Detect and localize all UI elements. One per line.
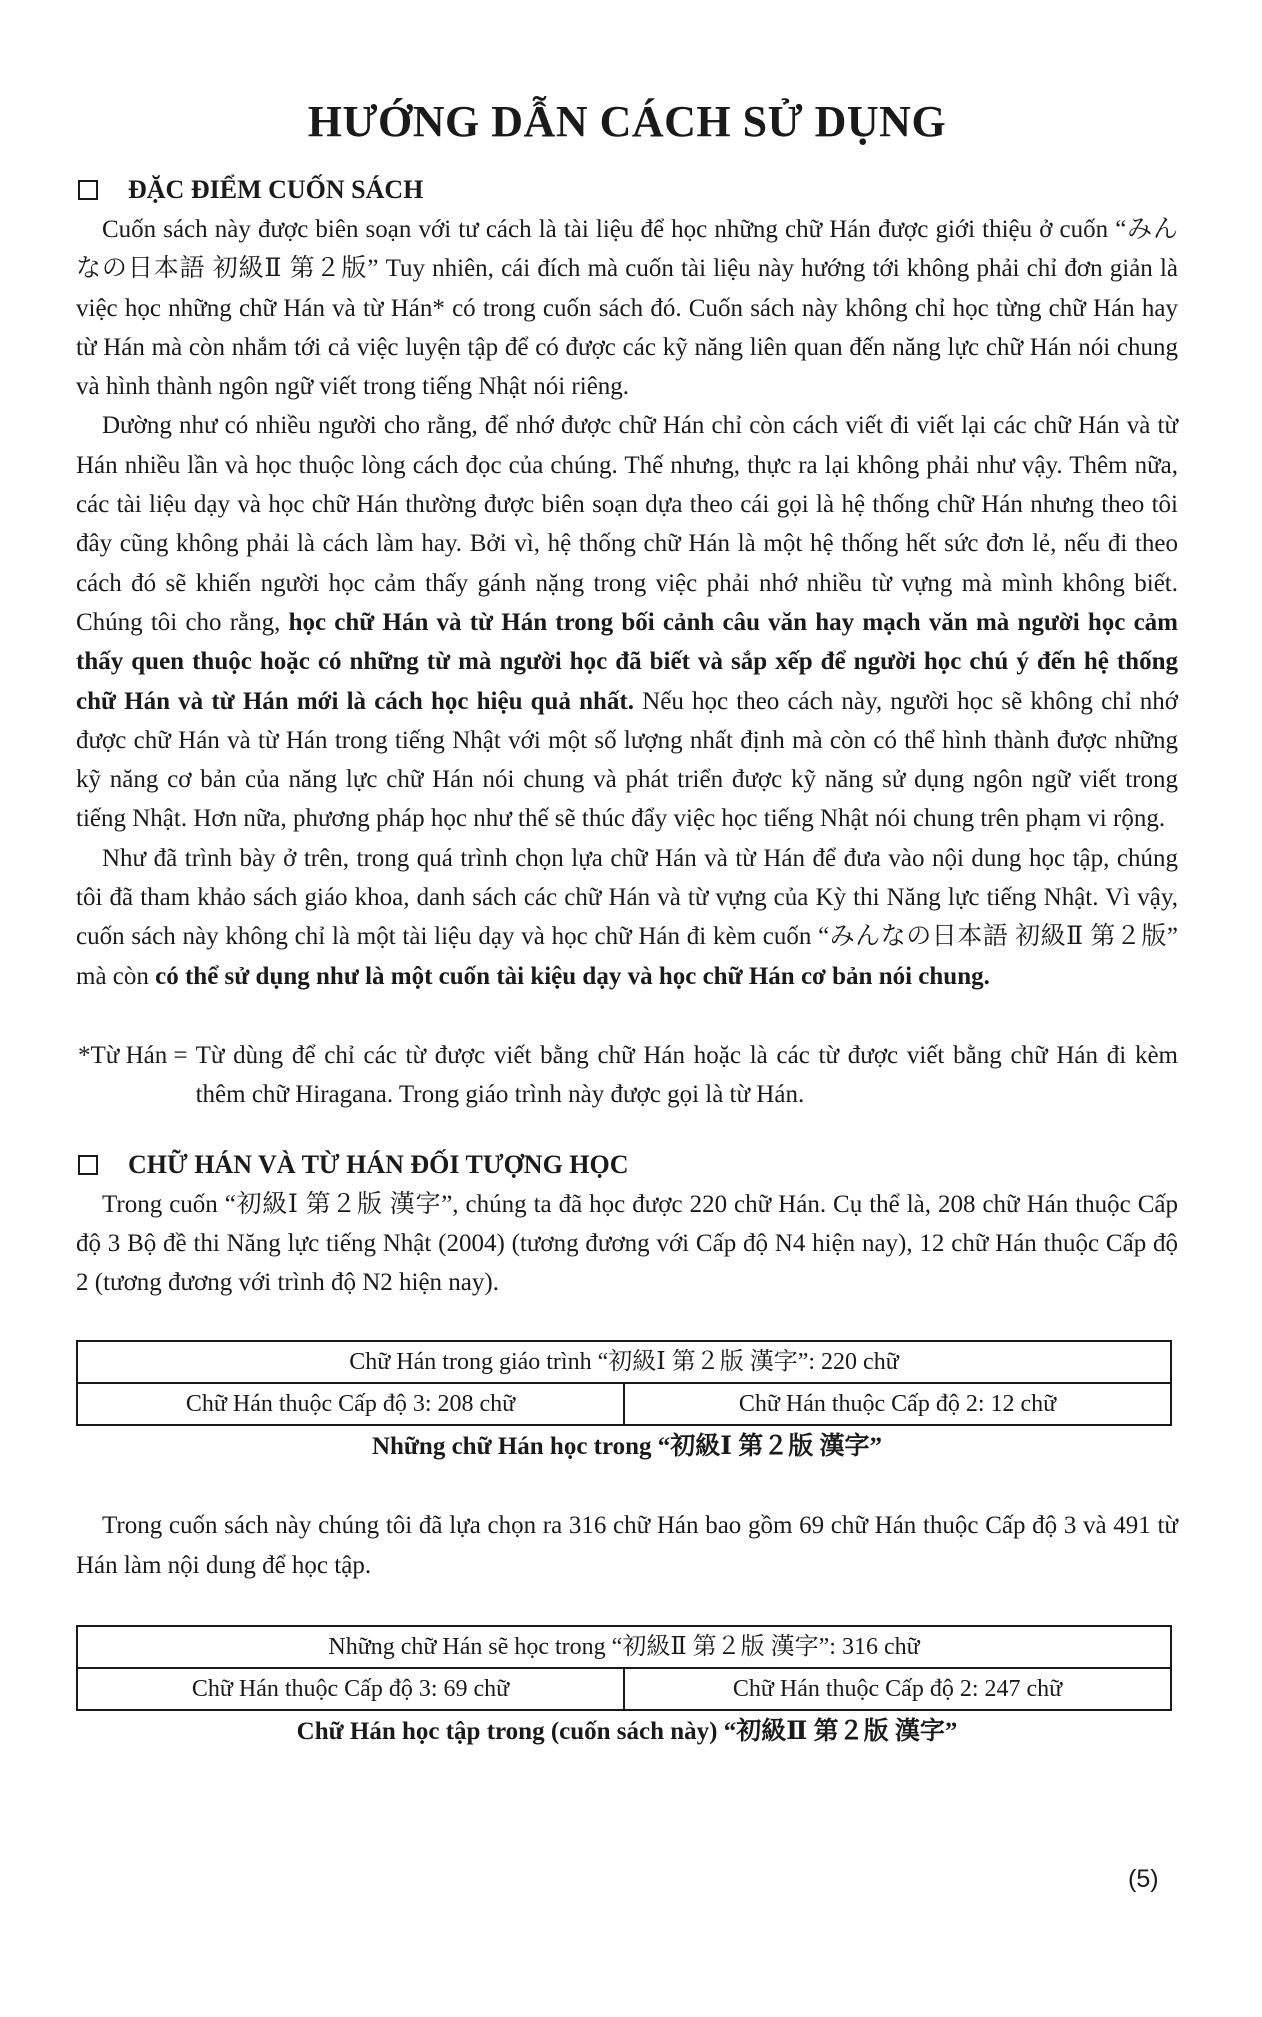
checkbox-square-icon bbox=[78, 1155, 98, 1175]
table-header-cell: Những chữ Hán sẽ học trong “初級Ⅱ 第２版 漢字”: 316 chữ bbox=[328, 1634, 920, 1661]
paragraph-3 bbox=[76, 839, 1178, 996]
table-row bbox=[78, 1627, 1170, 1667]
table-book1-kanji bbox=[76, 1340, 1172, 1426]
paragraph-5: Trong cuốn sách này chúng tôi đã lựa chọn ra 316 chữ Hán bao gồm 69 chữ Hán thuộc Cấp độ 3 và 491 từ Hán làm nội dung để học tập. bbox=[76, 1512, 1178, 1579]
checkbox-square-icon bbox=[78, 180, 98, 200]
paragraph-2-bold: học chữ Hán và từ Hán trong bối cảnh câu văn hay mạch văn mà người học cảm thấy quen thuộc hoặc có những từ mà người học đã biết và sắp xếp để người học chú ý đến hệ thống chữ Hán và từ Hán mới là cách học hiệu quả nhất. bbox=[76, 608, 1178, 715]
footnote-label: *Từ Hán = bbox=[78, 1041, 188, 1069]
table-header-cell: Chữ Hán trong giáo trình “初級Ⅰ 第２版 漢字”: 220 chữ bbox=[349, 1349, 899, 1376]
table-book2-kanji bbox=[76, 1625, 1172, 1711]
table-cell-level2: Chữ Hán thuộc Cấp độ 2: 12 chữ bbox=[623, 1384, 1170, 1424]
table-row bbox=[78, 1342, 1170, 1382]
table-row bbox=[78, 1382, 1170, 1424]
paragraph-2-text: Dường như có nhiều người cho rằng, để nhớ được chữ Hán chỉ còn cách viết đi viết lại các chữ Hán và từ Hán nhiều lần và học thuộc lòng cách đọc của chúng. Thế nhưng, thực ra lại không phải như vậy. Thêm nữa, các tài liệu dạy và học chữ Hán thường được biên soạn dựa theo cái gọi là hệ thống chữ Hán nhưng theo tôi đây cũng không phải là cách làm hay. Bởi vì, hệ thống chữ Hán là một hệ thống hết sức đơn lẻ, nếu đi theo cách đó sẽ khiến người học cảm thấy gánh nặng trong việc phải nhớ nhiều từ vựng mà mình không biết. Chúng tôi cho rằng, bbox=[76, 412, 1178, 636]
paragraph-1: Cuốn sách này được biên soạn với tư cách là tài liệu để học những chữ Hán được giới thiệu ở cuốn “みんなの日本語 初級Ⅱ 第２版” Tuy nhiên, cái đích mà cuốn tài liệu này hướng tới không phải chỉ đơn giản là việc học những chữ Hán và từ Hán* có trong cuốn sách đó. Cuốn sách này không chỉ học từng chữ Hán hay từ Hán mà còn nhắm tới cả việc luyện tập để có được các kỹ năng liên quan đến năng lực chữ Hán nói chung và hình thành ngôn ngữ viết trong tiếng Nhật nói riêng. bbox=[76, 216, 1178, 401]
table-cell-level3: Chữ Hán thuộc Cấp độ 3: 69 chữ bbox=[191, 1676, 510, 1703]
table-cell-level3: Chữ Hán thuộc Cấp độ 3: 208 chữ bbox=[185, 1391, 516, 1418]
section-heading-text: CHỮ HÁN VÀ TỪ HÁN ĐỐI TƯỢNG HỌC bbox=[128, 1149, 629, 1179]
page bbox=[76, 92, 1178, 1753]
section-heading-text: ĐẶC ĐIỂM CUỐN SÁCH bbox=[128, 175, 424, 204]
table-caption: Chữ Hán học tập trong (cuốn sách này) “初級Ⅱ 第２版 漢字” bbox=[296, 1718, 958, 1746]
page-title: HƯỚNG DẪN CÁCH SỬ DỤNG bbox=[307, 97, 947, 146]
footnote-text: Từ dùng để chỉ các từ được viết bằng chữ Hán hoặc là các từ được viết bằng chữ Hán đi kèm thêm chữ Hiragana. Trong giáo trình này được gọi là từ Hán. bbox=[195, 1041, 1178, 1109]
table-caption: Những chữ Hán học trong “初級Ⅰ 第２版 漢字” bbox=[371, 1433, 883, 1461]
section-heading-study-targets bbox=[76, 1145, 1178, 1185]
table-row bbox=[78, 1667, 1170, 1709]
footnote bbox=[76, 1036, 1178, 1115]
paragraph-3-text: Như đã trình bày ở trên, trong quá trình chọn lựa chữ Hán và từ Hán để đưa vào nội dung học tập, chúng tôi đã tham khảo sách giáo khoa, danh sách các chữ Hán và từ vựng của Kỳ thi Năng lực tiếng Nhật. Vì vậy, cuốn sách này không chỉ là một tài liệu dạy và học chữ Hán đi kèm cuốn “みんなの日本語 初級Ⅱ 第２版” mà còn bbox=[76, 844, 1178, 990]
paragraph-3-bold: có thể sử dụng như là một cuốn tài kiệu dạy và học chữ Hán cơ bản nói chung. bbox=[155, 962, 990, 990]
paragraph-4: Trong cuốn “初級Ⅰ 第２版 漢字”, chúng ta đã học được 220 chữ Hán. Cụ thể là, 208 chữ Hán thuộc Cấp độ 3 Bộ đề thi Năng lực tiếng Nhật (2004) (tương đương với Cấp độ N4 hiện nay), 12 chữ Hán thuộc Cấp độ 2 (tương đương với trình độ N2 hiện nay). bbox=[76, 1190, 1178, 1297]
paragraph-2-text-end: Nếu học theo cách này, người học sẽ không chỉ nhớ được chữ Hán và từ Hán trong tiếng Nhật với một số lượng nhất định mà còn có thể hình thành được những kỹ năng cơ bản của năng lực chữ Hán nói chung và phát triển được kỹ năng sử dụng ngôn ngữ viết trong tiếng Nhật. Hơn nữa, phương pháp học như thế sẽ thúc đẩy việc học tiếng Nhật nói chung trên phạm vi rộng. bbox=[76, 687, 1178, 833]
page-number: (5) bbox=[1128, 1865, 1159, 1893]
table-cell-level2: Chữ Hán thuộc Cấp độ 2: 247 chữ bbox=[623, 1669, 1170, 1709]
paragraph-2 bbox=[76, 406, 1178, 838]
section-heading-book-features bbox=[76, 170, 1178, 210]
